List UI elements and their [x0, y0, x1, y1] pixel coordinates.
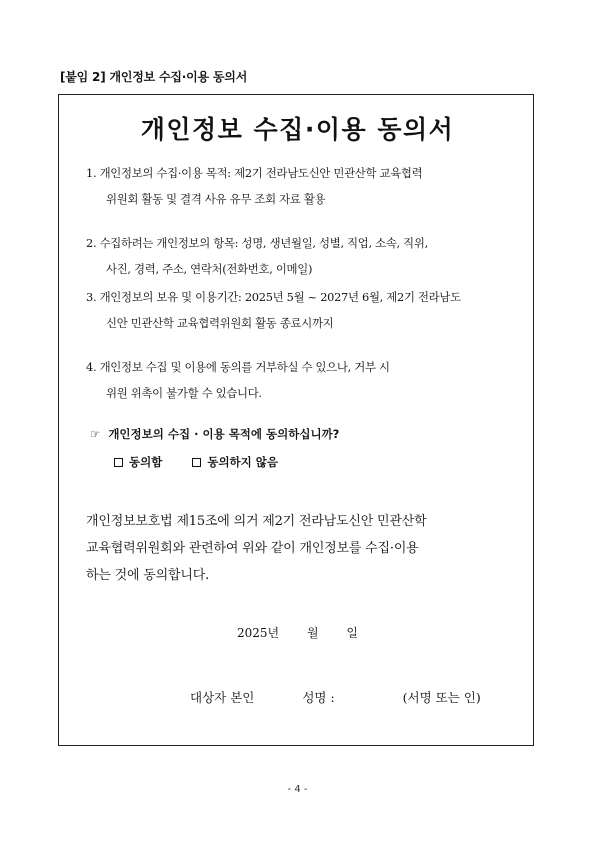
- purpose-item: [86, 160, 522, 212]
- disagree-label: 동의하지 않음: [207, 455, 279, 469]
- signature-line: [190, 688, 481, 706]
- disagree-option[interactable]: [192, 454, 278, 470]
- consent-date: [0, 624, 595, 641]
- form-title: 개인정보 수집·이용 동의서: [140, 115, 455, 144]
- agree-label: 동의함: [129, 455, 163, 469]
- disagree-checkbox[interactable]: [192, 458, 201, 467]
- signature-subject: 대상자 본인: [190, 690, 255, 705]
- statement-line-3: 하는 것에 동의합니다.: [86, 568, 210, 583]
- pointing-hand-icon: ☞: [90, 427, 101, 441]
- retention-line-1: 3. 개인정보의 보유 및 이용기간: 2025년 5월 ~ 2027년 6월, 제2기 전라남도: [86, 290, 461, 304]
- statement-line-2: 교육협력위원회와 관련하여 위와 같이 개인정보를 수집·이용: [86, 541, 419, 556]
- attachment-label: [붙임 2] 개인정보 수집·이용 동의서: [60, 70, 248, 84]
- retention-period-item: [86, 284, 522, 336]
- signature-hint: (서명 또는 인): [402, 690, 481, 705]
- consent-options: [114, 454, 304, 470]
- refusal-notice-item: [86, 354, 522, 406]
- date-month: 월: [306, 626, 319, 640]
- collected-fields-item: [86, 230, 522, 282]
- refusal-line-2: 위원 위촉이 불가할 수 있습니다.: [106, 386, 262, 400]
- signature-name-label: 성명 :: [302, 690, 335, 705]
- collected-fields-line-2: 사진, 경력, 주소, 연락처(전화번호, 이메일): [106, 262, 313, 276]
- purpose-line-2: 위원회 활동 및 결격 사유 유무 조회 자료 활용: [106, 192, 326, 206]
- date-year: 2025년: [237, 626, 280, 640]
- consent-question: [90, 426, 339, 442]
- consent-statement: [86, 508, 526, 589]
- agree-checkbox[interactable]: [114, 458, 123, 467]
- refusal-line-1: 4. 개인정보 수집 및 이용에 동의를 거부하실 수 있으나, 거부 시: [86, 360, 390, 374]
- purpose-line-1: 1. 개인정보의 수집·이용 목적: 제2기 전라남도신안 민관산학 교육협력: [86, 166, 423, 180]
- statement-line-1: 개인정보보호법 제15조에 의거 제2기 전라남도신안 민관산학: [86, 514, 427, 529]
- date-day: 일: [346, 626, 358, 640]
- agree-option[interactable]: [114, 454, 162, 470]
- retention-line-2: 신안 민관산학 교육협력위원회 활동 종료시까지: [106, 316, 334, 330]
- page-number: - 4 -: [287, 784, 308, 795]
- consent-question-text: 개인정보의 수집 · 이용 목적에 동의하십니까?: [108, 427, 340, 441]
- collected-fields-line-1: 2. 수집하려는 개인정보의 항목: 성명, 생년월일, 성별, 직업, 소속, 직위,: [86, 236, 428, 250]
